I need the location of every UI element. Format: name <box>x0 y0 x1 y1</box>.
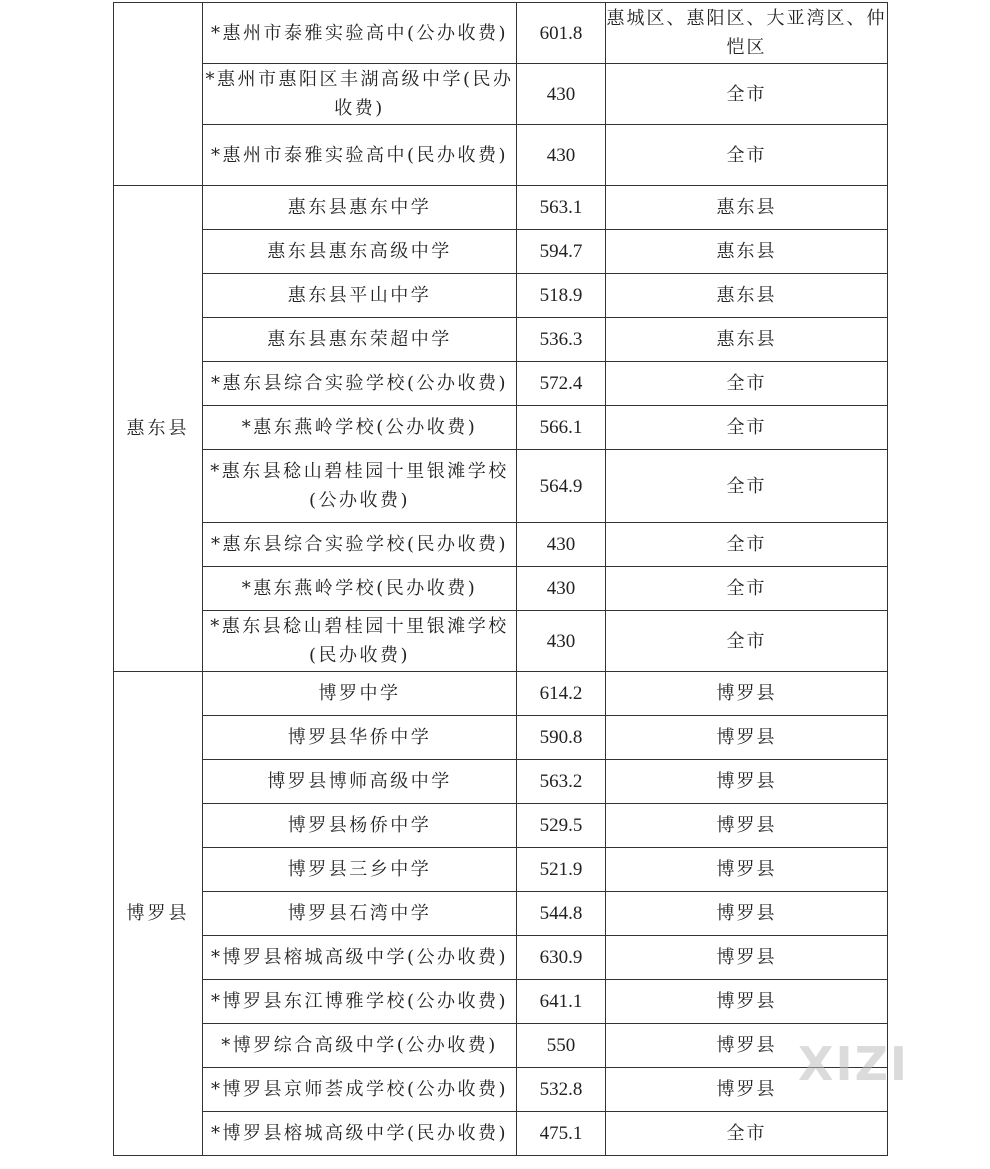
school-name-cell: 惠东县惠东中学 <box>203 186 517 230</box>
table-row <box>114 892 888 936</box>
enrollment-area-cell: 博罗县 <box>606 804 888 848</box>
table-row <box>114 567 888 611</box>
score-cell: 594.7 <box>517 230 606 274</box>
table-row <box>114 125 888 186</box>
county-cell <box>114 3 203 186</box>
score-cell: 572.4 <box>517 362 606 406</box>
school-name-cell: *惠东县综合实验学校(公办收费) <box>203 362 517 406</box>
table-row <box>114 523 888 567</box>
table-row <box>114 848 888 892</box>
enrollment-area-cell: 博罗县 <box>606 716 888 760</box>
score-cell: 430 <box>517 125 606 186</box>
score-cell: 536.3 <box>517 318 606 362</box>
score-cell: 641.1 <box>517 980 606 1024</box>
school-name-cell: *惠东燕岭学校(民办收费) <box>203 567 517 611</box>
school-name-cell: *惠东燕岭学校(公办收费) <box>203 406 517 450</box>
score-cell: 544.8 <box>517 892 606 936</box>
enrollment-area-cell: 全市 <box>606 64 888 125</box>
score-cell: 532.8 <box>517 1068 606 1112</box>
enrollment-area-cell: 博罗县 <box>606 1068 888 1112</box>
school-name-cell: *惠州市惠阳区丰湖高级中学(民办收费) <box>203 64 517 125</box>
county-cell: 惠东县 <box>114 186 203 672</box>
enrollment-area-cell: 全市 <box>606 450 888 523</box>
table-row <box>114 611 888 672</box>
score-cell: 564.9 <box>517 450 606 523</box>
score-cell: 521.9 <box>517 848 606 892</box>
school-name-cell: *惠州市泰雅实验高中(公办收费) <box>203 3 517 64</box>
score-cell: 430 <box>517 567 606 611</box>
table-row <box>114 716 888 760</box>
table-row <box>114 3 888 64</box>
table-row <box>114 186 888 230</box>
enrollment-area-cell: 全市 <box>606 523 888 567</box>
school-name-cell: *惠东县稔山碧桂园十里银滩学校(公办收费) <box>203 450 517 523</box>
enrollment-area-cell: 博罗县 <box>606 892 888 936</box>
enrollment-area-cell: 博罗县 <box>606 672 888 716</box>
enrollment-area-cell: 博罗县 <box>606 760 888 804</box>
enrollment-area-cell: 全市 <box>606 125 888 186</box>
enrollment-area-cell: 博罗县 <box>606 980 888 1024</box>
score-cell: 430 <box>517 523 606 567</box>
score-cell: 529.5 <box>517 804 606 848</box>
table-row <box>114 450 888 523</box>
score-cell: 518.9 <box>517 274 606 318</box>
score-cell: 630.9 <box>517 936 606 980</box>
table-row <box>114 230 888 274</box>
school-name-cell: 惠东县平山中学 <box>203 274 517 318</box>
score-cell: 430 <box>517 611 606 672</box>
school-name-cell: *博罗综合高级中学(公办收费) <box>203 1024 517 1068</box>
school-name-cell: *惠东县稔山碧桂园十里银滩学校(民办收费) <box>203 611 517 672</box>
table-row <box>114 1024 888 1068</box>
enrollment-area-cell: 全市 <box>606 406 888 450</box>
enrollment-area-cell: 惠东县 <box>606 318 888 362</box>
table-row <box>114 1068 888 1112</box>
enrollment-area-cell: 全市 <box>606 611 888 672</box>
score-cell: 590.8 <box>517 716 606 760</box>
enrollment-area-cell: 惠东县 <box>606 230 888 274</box>
school-name-cell: *博罗县榕城高级中学(公办收费) <box>203 936 517 980</box>
score-cell: 550 <box>517 1024 606 1068</box>
enrollment-area-cell: 全市 <box>606 1112 888 1156</box>
table-row <box>114 406 888 450</box>
table-row <box>114 64 888 125</box>
score-cell: 475.1 <box>517 1112 606 1156</box>
school-name-cell: *惠东县综合实验学校(民办收费) <box>203 523 517 567</box>
school-name-cell: 博罗县杨侨中学 <box>203 804 517 848</box>
school-name-cell: 惠东县惠东高级中学 <box>203 230 517 274</box>
enrollment-area-cell: 博罗县 <box>606 848 888 892</box>
score-cell: 563.2 <box>517 760 606 804</box>
score-cell: 601.8 <box>517 3 606 64</box>
school-name-cell: 博罗县华侨中学 <box>203 716 517 760</box>
school-name-cell: 博罗县石湾中学 <box>203 892 517 936</box>
table-row <box>114 672 888 716</box>
table-row <box>114 936 888 980</box>
school-name-cell: 博罗县博师高级中学 <box>203 760 517 804</box>
school-name-cell: *博罗县榕城高级中学(民办收费) <box>203 1112 517 1156</box>
table-row <box>114 362 888 406</box>
school-name-cell: 博罗中学 <box>203 672 517 716</box>
enrollment-area-cell: 博罗县 <box>606 1024 888 1068</box>
enrollment-area-cell: 全市 <box>606 567 888 611</box>
enrollment-area-cell: 惠东县 <box>606 186 888 230</box>
school-name-cell: 博罗县三乡中学 <box>203 848 517 892</box>
table-row <box>114 318 888 362</box>
score-cell: 614.2 <box>517 672 606 716</box>
county-cell: 博罗县 <box>114 672 203 1156</box>
score-cell: 563.1 <box>517 186 606 230</box>
school-name-cell: *博罗县东江博雅学校(公办收费) <box>203 980 517 1024</box>
table-row <box>114 804 888 848</box>
table-row <box>114 980 888 1024</box>
table-row <box>114 760 888 804</box>
enrollment-area-cell: 惠城区、惠阳区、大亚湾区、仲恺区 <box>606 3 888 64</box>
enrollment-area-cell: 全市 <box>606 362 888 406</box>
school-name-cell: *惠州市泰雅实验高中(民办收费) <box>203 125 517 186</box>
enrollment-area-cell: 惠东县 <box>606 274 888 318</box>
admission-score-table <box>113 2 888 1156</box>
school-name-cell: *博罗县京师荟成学校(公办收费) <box>203 1068 517 1112</box>
watermark-logo: XIZI <box>798 1037 910 1091</box>
enrollment-area-cell: 博罗县 <box>606 936 888 980</box>
score-cell: 430 <box>517 64 606 125</box>
table-row <box>114 1112 888 1156</box>
school-name-cell: 惠东县惠东荣超中学 <box>203 318 517 362</box>
score-cell: 566.1 <box>517 406 606 450</box>
table-row <box>114 274 888 318</box>
